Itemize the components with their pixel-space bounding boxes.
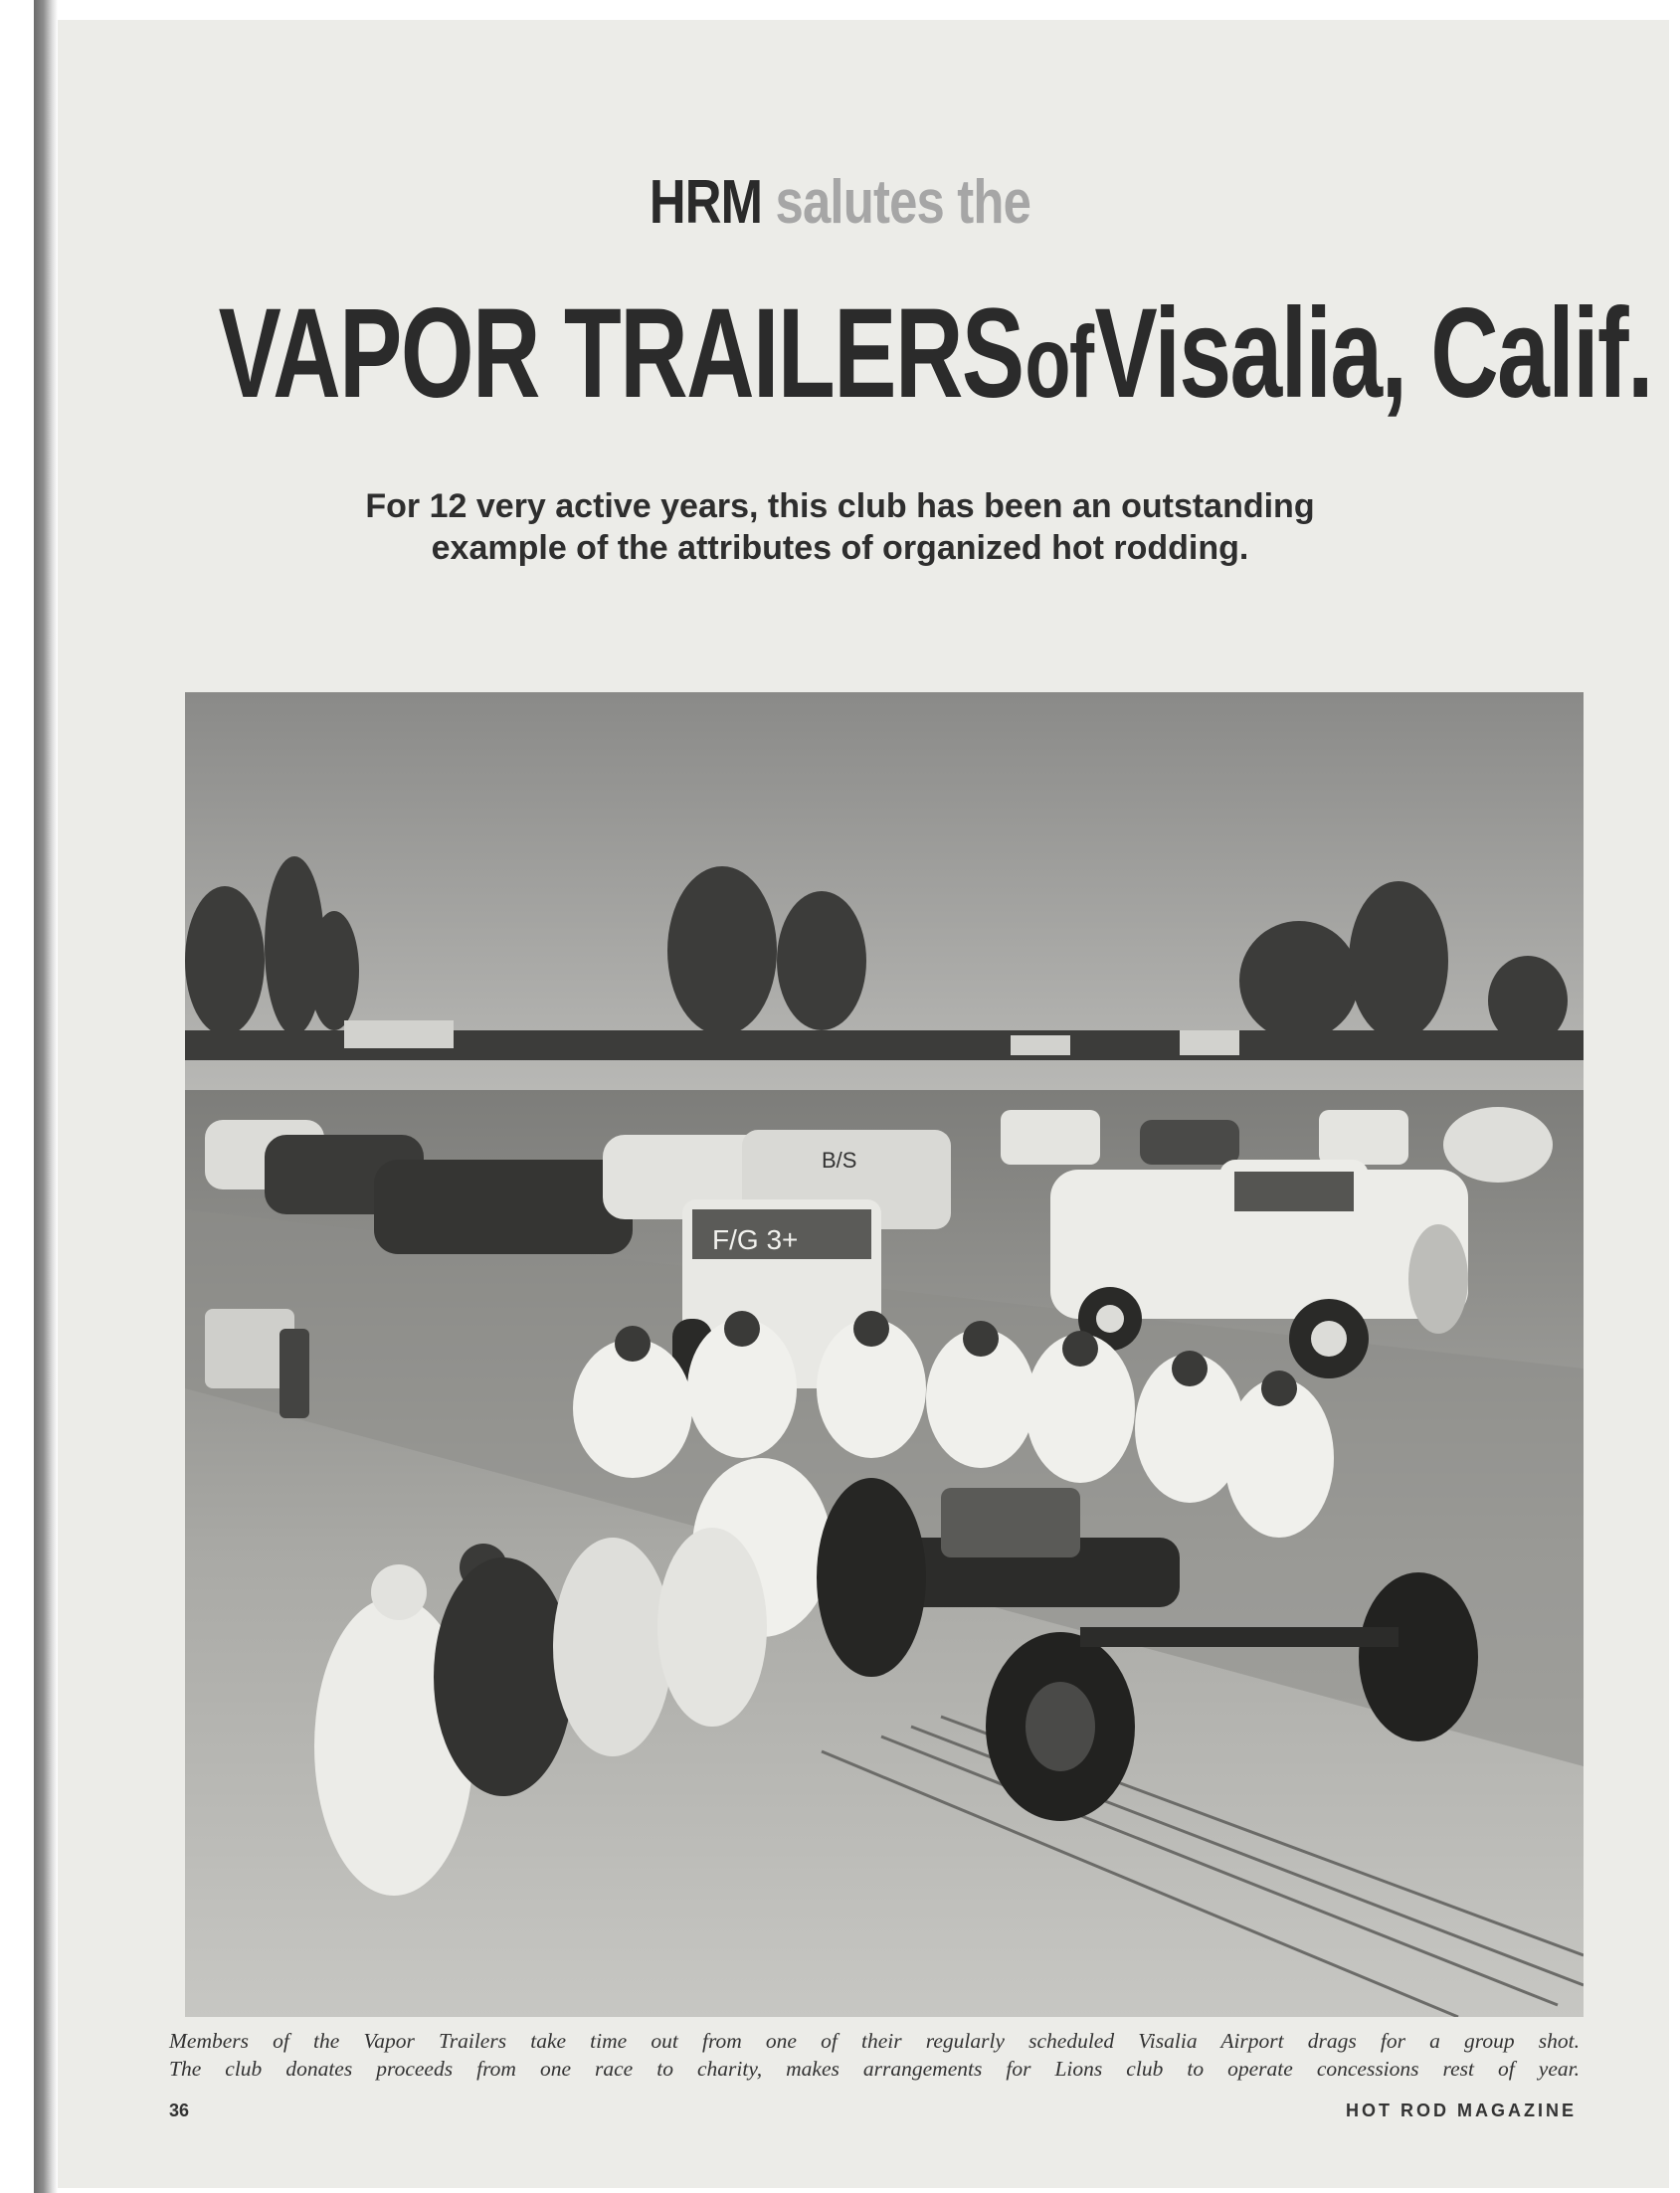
page-number: 36 <box>169 2101 190 2120</box>
deck-line-1: For 12 very active years, this club has been an outstanding <box>365 487 1315 525</box>
headline-place: Visalia, Calif. <box>1094 282 1652 425</box>
magazine-name: HOT ROD MAGAZINE <box>1346 2101 1577 2120</box>
kicker-salutes: salutes the <box>775 168 1031 237</box>
article-deck <box>0 485 1680 569</box>
coupe-number: F/G 3+ <box>712 1224 799 1255</box>
deck-line-2: example of the attributes of organized hot rodding. <box>431 529 1249 567</box>
headline-club-name: VAPOR TRAILERS <box>218 282 1024 425</box>
page-binding-edge <box>34 0 58 2193</box>
kicker-hrm: HRM <box>649 168 763 237</box>
caption-line-2: The club donates proceeds from one race to charity, makes arrangements for Lions club to operate concessions rest of year. <box>169 2057 1580 2081</box>
article-headline <box>218 280 1652 427</box>
kicker-line <box>151 167 1529 238</box>
headline-of: of <box>1025 305 1093 419</box>
photo-caption <box>169 2027 1580 2083</box>
caption-line-1: Members of the Vapor Trailers take time out from one of their regularly scheduled Visalia Airport drags for a group shot. <box>169 2029 1580 2053</box>
sedan-number: B/S <box>822 1148 857 1173</box>
group-photo <box>185 692 1584 2017</box>
